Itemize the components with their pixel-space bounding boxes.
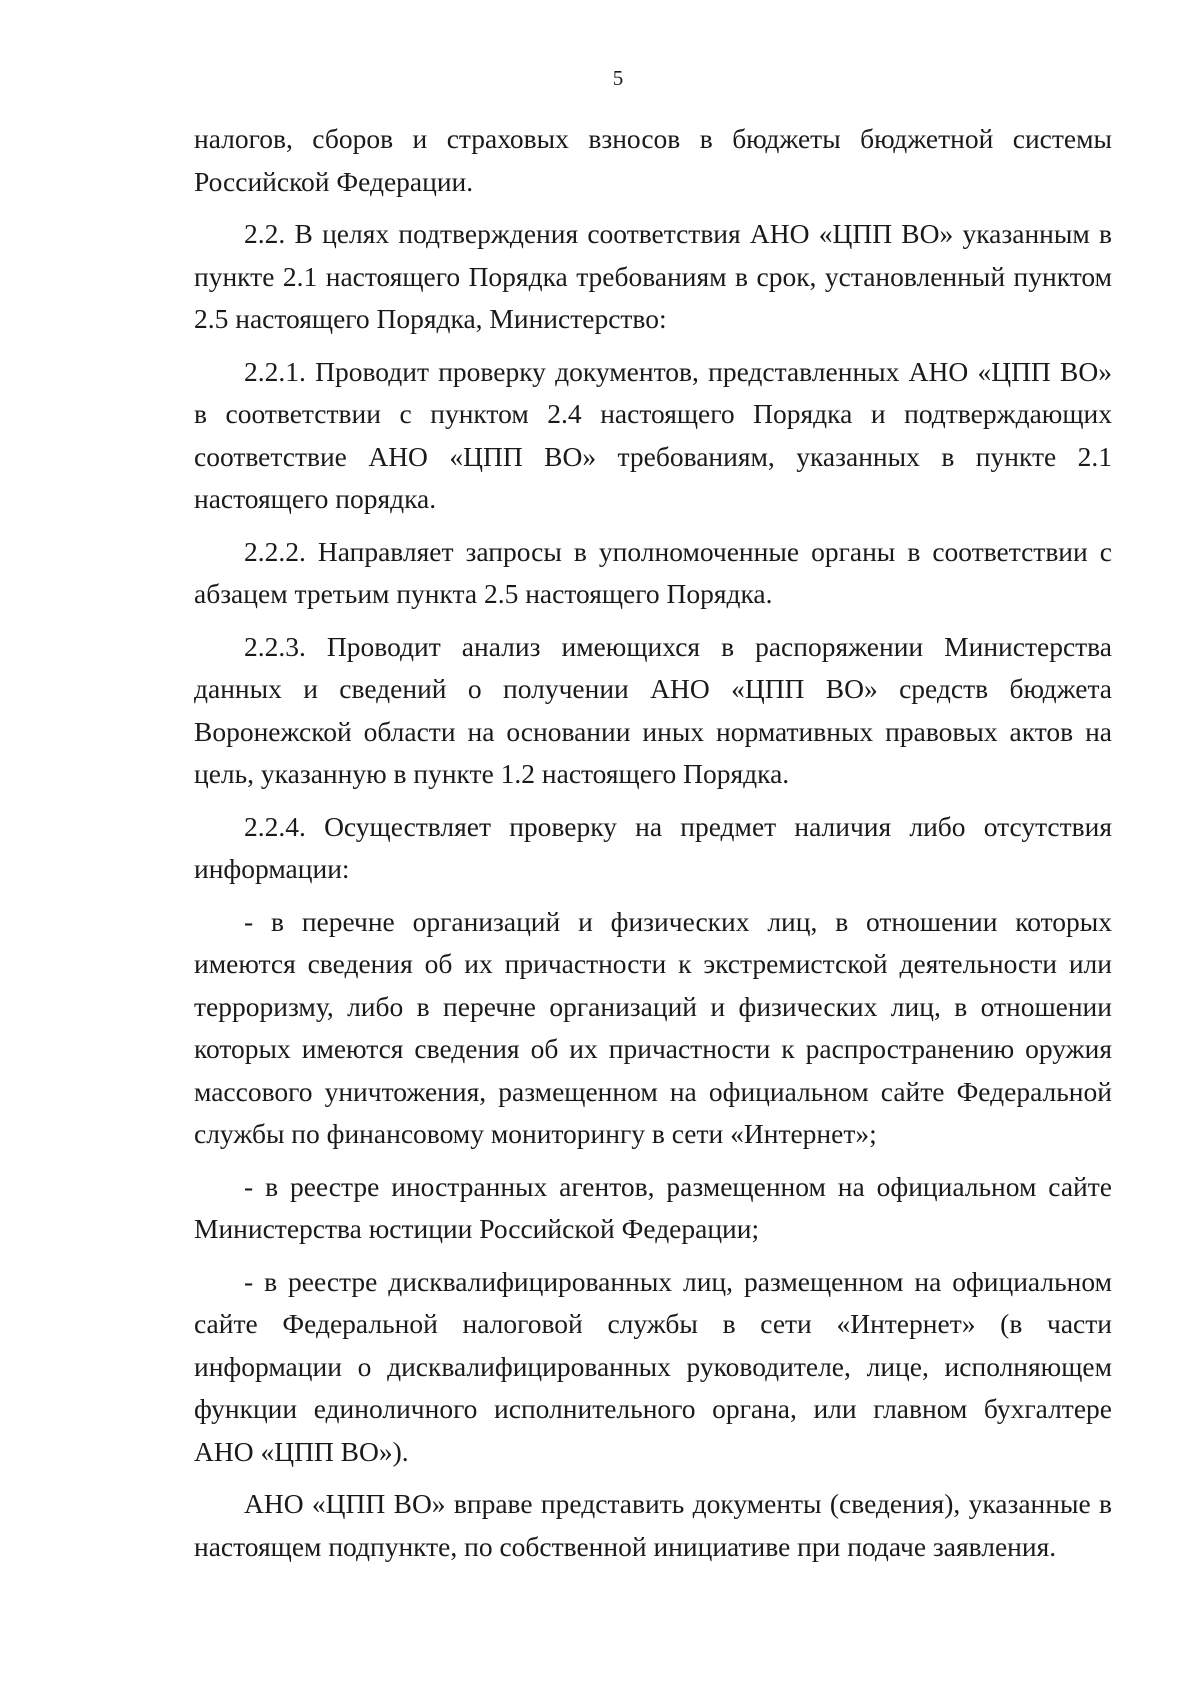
paragraph-2-2-1: 2.2.1. Проводит проверку документов, представленных АНО «ЦПП ВО» в соответствии с пунктом 2.4 настоящего Порядка и подтверждающих соответствие АНО «ЦПП ВО» требованиям, указанных в пункте 2.1 настоящего порядка. <box>194 355 1112 514</box>
paragraph-own-initiative: АНО «ЦПП ВО» вправе представить документы (сведения), указанные в настоящем подпункте, по собственной инициативе при подаче заявления. <box>194 1488 1112 1562</box>
document-body <box>194 118 1112 1578</box>
list-item-disqualified-persons: - в реестре дисквалифицированных лиц, размещенном на официальном сайте Федеральной налоговой службы в сети «Интернет» (в части информации о дисквалифицированных руководителе, лице, исполняющем функции единоличного исполнительного органа, или главном бухгалтере АНО «ЦПП ВО»). <box>194 1265 1112 1467</box>
paragraph-continuation: налогов, сборов и страховых взносов в бюджеты бюджетной системы Российской Федерации. <box>194 123 1112 197</box>
list-item-extremism-list: - в перечне организаций и физических лиц, в отношении которых имеются сведения об их причастности к экстремистской деятельности или терроризму, либо в перечне организаций и физических лиц, в отношении которых имеются сведения об их причастности к распространению оружия массового уничтожения, размещенном на официальном сайте Федеральной службы по финансовому мониторингу в сети «Интернет»; <box>194 905 1112 1149</box>
page-number: 5 <box>612 66 624 90</box>
list-item-foreign-agents: - в реестре иностранных агентов, размещенном на официальном сайте Министерства юстиции Российской Федерации; <box>194 1170 1112 1244</box>
paragraph-2-2-3: 2.2.3. Проводит анализ имеющихся в распоряжении Министерства данных и сведений о получении АНО «ЦПП ВО» средств бюджета Воронежской области на основании иных нормативных правовых актов на цель, указанную в пункте 1.2 настоящего Порядка. <box>194 630 1112 789</box>
paragraph-2-2-2: 2.2.2. Направляет запросы в уполномоченные органы в соответствии с абзацем третьим пункта 2.5 настоящего Порядка. <box>194 535 1112 609</box>
paragraph-2-2: 2.2. В целях подтверждения соответствия АНО «ЦПП ВО» указанным в пункте 2.1 настоящего Порядка требованиям в срок, установленный пунктом 2.5 настоящего Порядка, Министерство: <box>194 218 1112 334</box>
paragraph-2-2-4: 2.2.4. Осуществляет проверку на предмет наличия либо отсутствия информации: <box>194 810 1112 884</box>
